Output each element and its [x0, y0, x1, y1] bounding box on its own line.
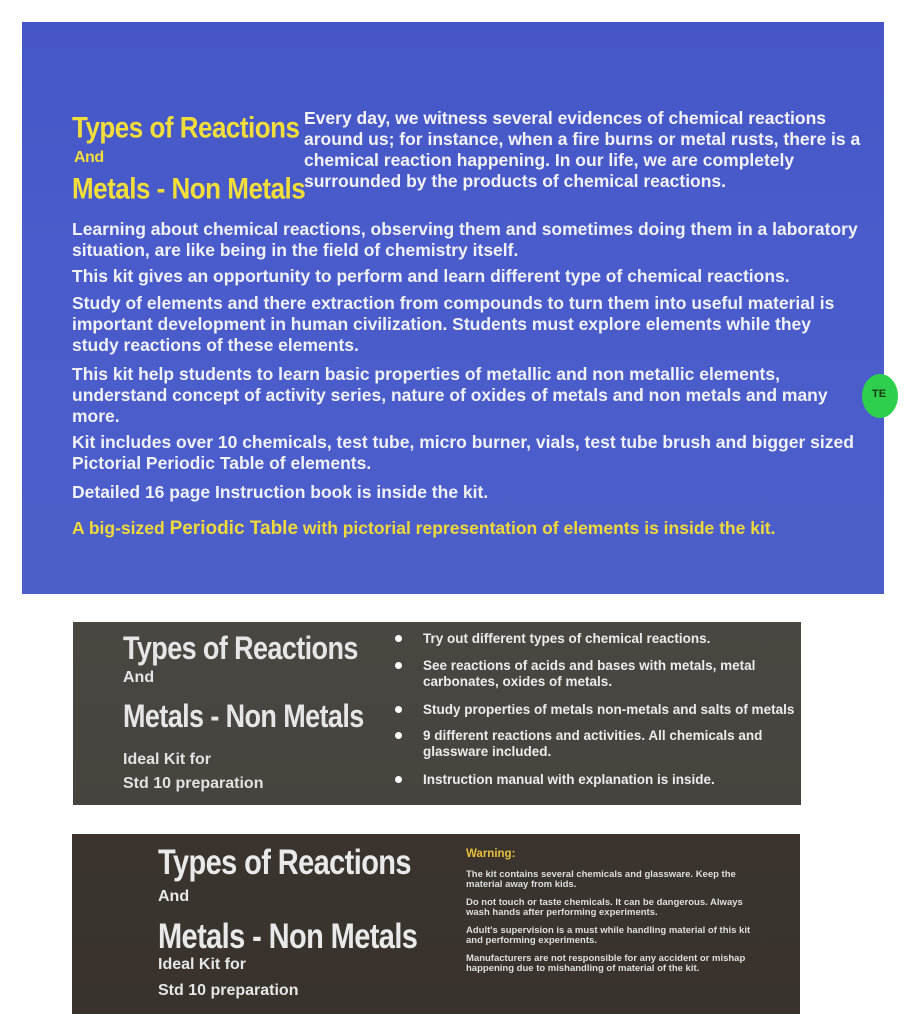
feature-text: Try out different types of chemical reactions. — [423, 631, 711, 646]
ideal-kit-line1: Ideal Kit for — [123, 751, 212, 768]
feature-text: 9 different reactions and activities. All chemicals and glassware included. — [423, 728, 763, 759]
kit-opportunity-paragraph: This kit gives an opportunity to perform and learn different type of chemical reactions. — [72, 266, 790, 286]
warning-item: The kit contains several chemicals and glassware. Keep the material away from kids. — [466, 869, 736, 890]
grey-title-types-of-reactions: Types of Reactions — [123, 630, 358, 666]
ideal-kit-line1: Ideal Kit for — [158, 956, 247, 973]
feature-bullet — [395, 631, 795, 647]
ideal-kit-line2: Std 10 preparation — [123, 775, 264, 792]
feature-bullet-list — [395, 631, 795, 788]
dark-title-types-of-reactions: Types of Reactions — [158, 844, 411, 883]
warning-item: Adult's supervision is a must while handling material of this kit and performing experiments. — [466, 925, 751, 946]
bullet-dot-icon — [395, 706, 402, 713]
feature-text: See reactions of acids and bases with metals, metal carbonates, oxides of metals. — [423, 658, 756, 689]
bullet-dot-icon — [395, 635, 402, 642]
box-side-dark-panel — [72, 834, 800, 1014]
feature-text: Study properties of metals non-metals and salts of metals — [423, 702, 795, 717]
title-and: And — [74, 149, 104, 166]
dark-title-and: And — [158, 888, 190, 905]
intro-paragraph: Every day, we witness several evidences of chemical reactions around us; for instance, when a fire burns or metal rusts, there is a chemical reaction happening. In our life, we are completely surrounded by the products of chemical reactions. — [304, 108, 861, 191]
ideal-kit-line2: Std 10 preparation — [158, 982, 299, 999]
warning-title: Warning: — [466, 848, 516, 860]
periodic-pre-text: A big-sized — [72, 518, 170, 538]
warning-item: Do not touch or taste chemicals. It can be dangerous. Always wash hands after performing experiments. — [466, 897, 743, 918]
study-elements-paragraph: Study of elements and there extraction from compounds to turn them into useful material is important development in human civilization. Students must explore elements while they study reactions of these elements. — [72, 293, 835, 355]
dark-ideal-kit-label — [158, 952, 298, 1004]
bullet-dot-icon — [395, 732, 402, 739]
kit-help-paragraph: This kit help students to learn basic properties of metallic and non metallic elements, understand concept of activity series, nature of oxides of metals and non metals and many more. — [72, 364, 828, 426]
bullet-dot-icon — [395, 662, 402, 669]
bullet-dot-icon — [395, 776, 402, 783]
feature-text: Instruction manual with explanation is inside. — [423, 772, 715, 787]
grey-title-metals-non-metals: Metals - Non Metals — [123, 698, 364, 734]
feature-bullet — [395, 772, 795, 788]
feature-bullet — [395, 728, 795, 760]
grey-title-and: And — [123, 669, 155, 686]
box-side-grey-panel — [73, 622, 801, 805]
green-sticker-tab: TE — [862, 374, 898, 418]
dark-title-metals-non-metals: Metals - Non Metals — [158, 918, 418, 957]
kit-includes-paragraph: Kit includes over 10 chemicals, test tube, micro burner, vials, test tube brush and bigger sized Pictorial Periodic Table of elements. — [72, 432, 854, 473]
title-metals-non-metals: Metals - Non Metals — [72, 171, 306, 206]
periodic-table-note — [72, 518, 862, 539]
periodic-post-text: with pictorial representation of elements is inside the kit. — [298, 518, 776, 538]
feature-bullet — [395, 658, 795, 690]
blue-panel-title — [72, 110, 312, 206]
box-side-blue-panel — [22, 22, 887, 594]
periodic-table-word: Periodic Table — [169, 518, 299, 539]
instruction-book-paragraph: Detailed 16 page Instruction book is inside the kit. — [72, 482, 489, 502]
learning-paragraph: Learning about chemical reactions, observing them and sometimes doing them in a laboratory situation, are like being in the field of chemistry itself. — [72, 219, 858, 260]
warning-item: Manufacturers are not responsible for any accident or mishap happening due to mishandling of material of the kit. — [466, 953, 746, 974]
warning-block — [466, 848, 756, 982]
title-types-of-reactions: Types of Reactions — [72, 110, 300, 145]
feature-bullet — [395, 702, 795, 718]
grey-ideal-kit-label — [123, 748, 263, 796]
